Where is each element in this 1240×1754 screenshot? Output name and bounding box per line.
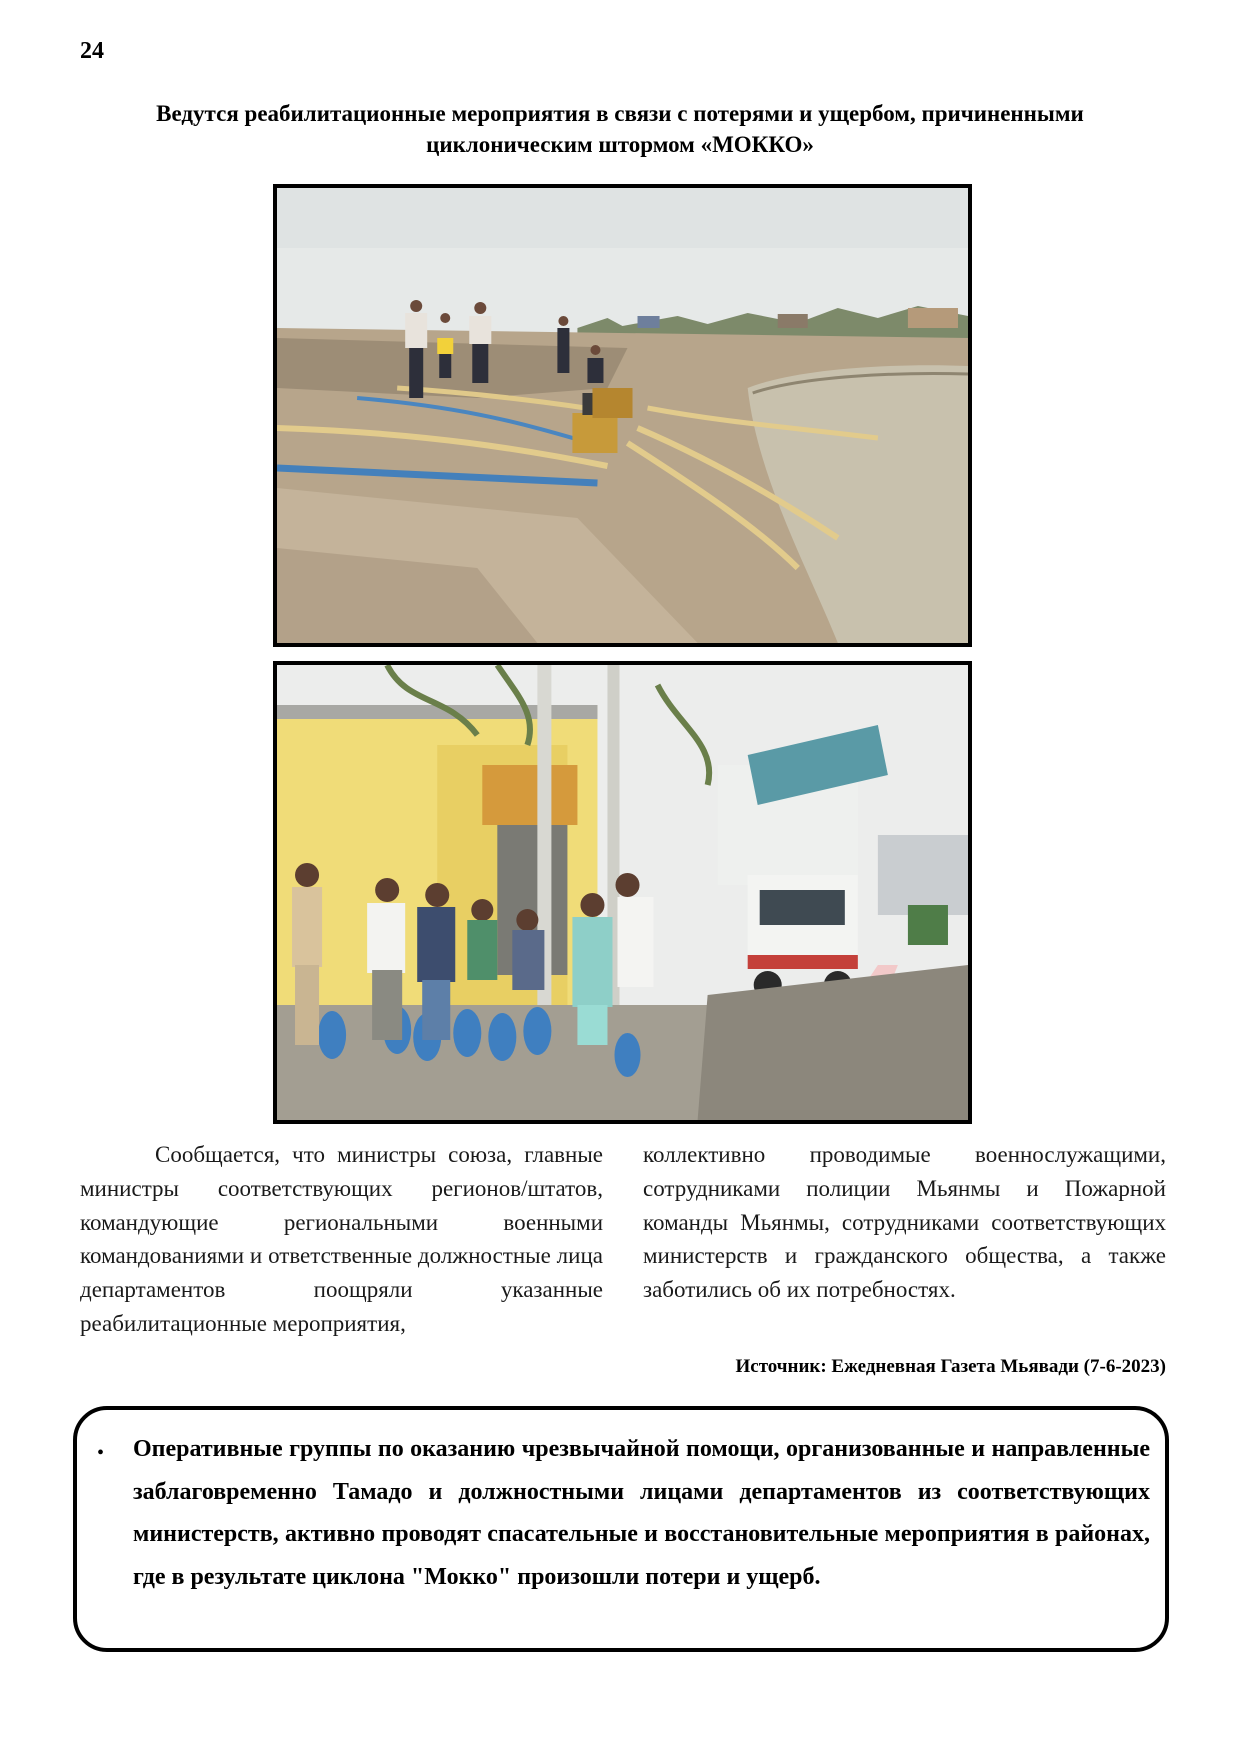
article-title: Ведутся реабилитационные мероприятия в связи с потерями и ущербом, причиненными циклоническим штормом «МОККО» bbox=[156, 101, 1084, 157]
page-number: 24 bbox=[80, 38, 104, 64]
bullet-marker: • bbox=[97, 1442, 105, 1464]
photo-water-pumping-scene bbox=[277, 188, 968, 643]
article-source: Источник: Ежедневная Газета Мьявади (7-6-2023) bbox=[735, 1356, 1166, 1377]
photo-water-distribution-scene bbox=[277, 665, 968, 1120]
highlight-text: Оперативные группы по оказанию чрезвычайной помощи, организованные и направленные заблаговременно Тамадо и должностными лицами департаментов из соответствующих министерств, активно проводят спасательные и восстановительные мероприятия в районах, где в результате циклона "Мокко" произошли потери и ущерб. bbox=[133, 1436, 1150, 1590]
photo-water-pumping bbox=[273, 184, 972, 647]
photo-water-distribution bbox=[273, 661, 972, 1124]
article-body-left-column: Сообщается, что министры союза, главные министры соответствующих регионов/штатов, командующие региональными военными командованиями и ответственные должностные лица департаментов поощряли указанные реабилитационные мероприятия, bbox=[80, 1142, 603, 1336]
article-body-right-column: коллективно проводимые военнослужащими, сотрудниками полиции Мьянмы и Пожарной команды Мьянмы, сотрудниками соответствующих министерств и гражданского общества, а также заботились об их потребностях. bbox=[643, 1142, 1166, 1303]
highlight-box bbox=[73, 1406, 1169, 1652]
